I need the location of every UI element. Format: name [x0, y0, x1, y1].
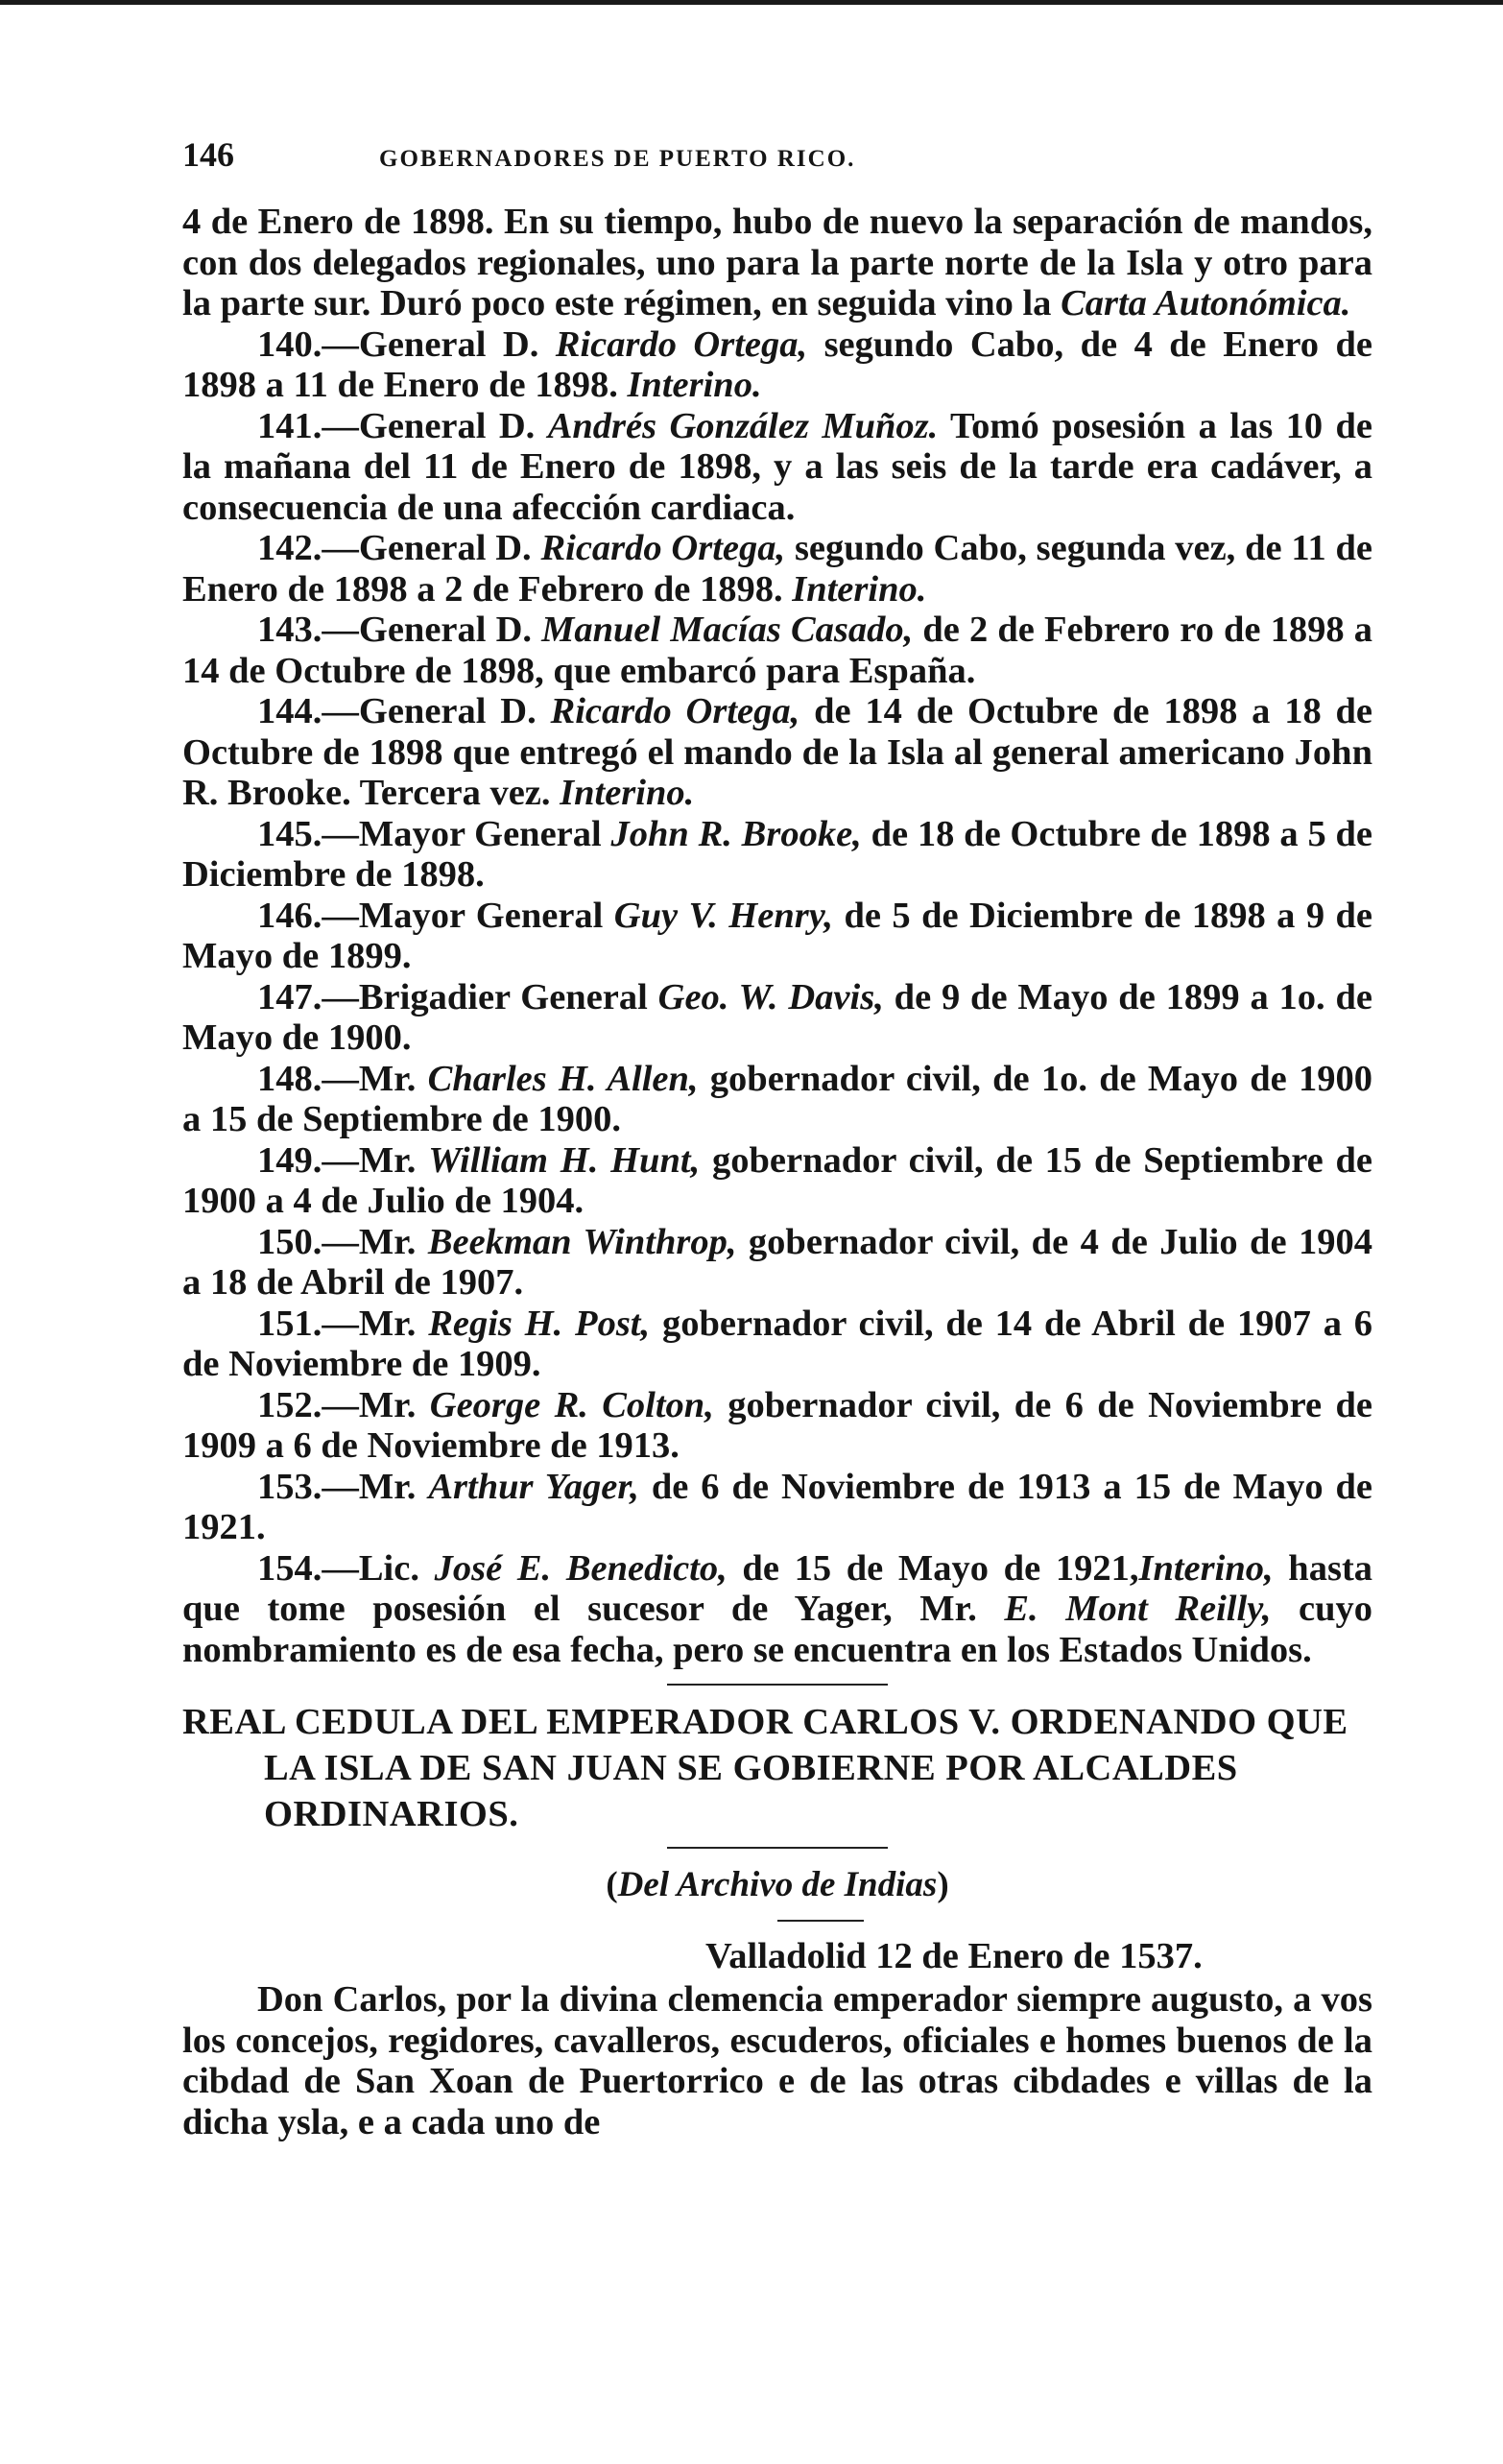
entry-governor-name: Ricardo Ortega, [550, 691, 800, 731]
governor-entry [182, 1304, 1372, 1385]
entry-governor-name: Geo. W. Davis, [657, 976, 884, 1017]
entry-prefix: 143.—General D. [257, 610, 532, 650]
entry-interino: Interino. [560, 773, 695, 813]
entry-governor-name: Manuel Macías Casado, [541, 610, 914, 650]
entry-tail: cuyo nombramiento es de esa fecha, pero se encuentra en los Estados Unidos. [182, 1589, 1373, 1670]
entry-description: de 14 de Octubre de 1898 a 18 de Octubre de 1898 que entregó el mando de la Isla al general americano John R. Brooke. Tercera vez. [182, 691, 1373, 813]
section-heading: REAL CEDULA DEL EMPERADOR CARLOS V. ORDENANDO QUE LA ISLA DE SAN JUAN SE GOBIERNE POR ALCALDES ORDINARIOS. [182, 1702, 1348, 1834]
entry-prefix: 147.—Brigadier General [257, 976, 648, 1017]
entry-dates: de 15 de Mayo de 1921, [742, 1547, 1139, 1589]
entry-governor-name: John R. Brooke, [610, 813, 862, 854]
entry-description: Tomó posesión a las 10 de la mañana del 11 de Enero de 1898, y a las seis de la tarde era cadáver, a consecuencia de una afección cardiaca. [182, 405, 1372, 528]
governor-entry [182, 896, 1372, 977]
entry-prefix: 146.—Mayor General [257, 895, 604, 936]
entry-list [182, 324, 1372, 1548]
entry-prefix: 145.—Mayor General [257, 813, 602, 854]
governor-list [182, 202, 1372, 1670]
entry-prefix: 150.—Mr. [257, 1221, 417, 1262]
entry-prefix: 149.—Mr. [257, 1139, 417, 1181]
decree-opening: Don Carlos, por la divina clemencia emperador siempre augusto, a vos los concejos, regidores, cavalleros, escuderos, oficiales e homes buenos de la cibdad de San Xoan de Puertorrico e de las otras cibdades e villas de la dicha ysla, e a cada uno de [182, 1979, 1372, 2142]
entry-description: gobernador civil, de 14 de Abril de 1907 a 6 de Noviembre de 1909. [182, 1303, 1373, 1384]
entry-prefix: 144.—General D. [257, 691, 537, 731]
entry-description: gobernador civil, de 6 de Noviembre de 1909 a 6 de Noviembre de 1913. [182, 1384, 1372, 1466]
entry-governor-name: Charles H. Allen, [427, 1058, 699, 1099]
governor-entry [182, 1385, 1372, 1467]
entry-interino: Interino. [792, 568, 927, 610]
entry-prefix: 151.—Mr. [257, 1303, 417, 1344]
entry-governor-name: Guy V. Henry, [613, 895, 834, 936]
entry-governor-name: Arthur Yager, [428, 1466, 639, 1507]
entry-description: de 9 de Mayo de 1899 a 1o. de Mayo de 1900. [182, 976, 1372, 1058]
page-number: 146 [182, 135, 234, 174]
entry-154 [182, 1548, 1372, 1671]
entry-prefix: 148.—Mr. [257, 1058, 417, 1099]
entry-governor-name: Regis H. Post, [428, 1303, 651, 1344]
dateline: Valladolid 12 de Enero de 1537. [705, 1936, 1203, 1976]
governor-entry [182, 814, 1372, 896]
governor-entry [182, 1222, 1372, 1304]
entry-description: de 2 de Febrero ro de 1898 a 14 de Octubre de 1898, que embarcó para España. [182, 610, 1372, 691]
entry-description: gobernador civil, de 4 de Julio de 1904 a 18 de Abril de 1907. [182, 1221, 1372, 1303]
governor-entry [182, 324, 1372, 406]
entry-prefix: 152.—Mr. [257, 1384, 417, 1425]
entry-prefix: 140.—General D. [257, 323, 539, 365]
heading-divider [667, 1847, 888, 1849]
entry-description: segundo Cabo, de 4 de Enero de 1898 a 11 de Enero de 1898. [182, 323, 1372, 405]
source-line [182, 1862, 1372, 1908]
entry-prefix: 153.—Mr. [257, 1466, 417, 1507]
source-divider [777, 1920, 864, 1922]
entry-description: de 18 de Octubre de 1898 a 5 de Diciembre de 1898. [182, 813, 1372, 895]
continuation-italic: Carta Autonómica. [1061, 283, 1351, 323]
source-paren-open: ( [606, 1865, 618, 1904]
governor-entry [182, 406, 1372, 529]
page-header [182, 134, 1372, 202]
continuation-paragraph [182, 202, 1372, 324]
source-paren-close: ) [937, 1865, 949, 1904]
entry-interino: Interino. [627, 365, 762, 405]
governor-entry [182, 691, 1372, 814]
governor-entry [182, 1140, 1372, 1222]
entry-governor-name: George R. Colton, [429, 1384, 714, 1425]
governor-entry [182, 977, 1372, 1059]
entry-governor-name: Ricardo Ortega, [540, 528, 786, 568]
running-title: GOBERNADORES DE PUERTO RICO. [379, 146, 856, 172]
entry-prefix: 154.—Lic. [257, 1547, 419, 1589]
entry-governor-name: William H. Hunt, [428, 1139, 701, 1181]
entry-governor-name: Ricardo Ortega, [555, 323, 808, 365]
entry-successor-name: E. Mont Reilly, [1004, 1589, 1272, 1629]
entry-governor-name: Beekman Winthrop, [427, 1221, 737, 1262]
entry-description: de 6 de Noviembre de 1913 a 15 de Mayo de 1921. [182, 1466, 1373, 1547]
entry-prefix: 141.—General D. [257, 405, 536, 446]
entry-description: segundo Cabo, segunda vez, de 11 de Enero de 1898 a 2 de Febrero de 1898. [182, 528, 1373, 610]
entry-description: hasta que tome posesión el sucesor de Yager, Mr. [182, 1547, 1373, 1629]
governor-entry [182, 1467, 1372, 1548]
source-italic: Del Archivo de Indias [617, 1865, 938, 1904]
governor-entry [182, 610, 1372, 691]
section-divider [667, 1684, 888, 1686]
entry-prefix: 142.—General D. [257, 528, 532, 568]
continuation-text: 4 de Enero de 1898. En su tiempo, hubo de nuevo la separación de mandos, con dos delegados regionales, uno para la parte norte de la Isla y otro para la parte sur. Duró poco este régimen, en seguida vino la [182, 202, 1372, 323]
entry-interino: Interino, [1138, 1547, 1274, 1589]
decree-text [182, 1979, 1372, 2142]
entry-governor-name: Andrés González Muñoz. [547, 405, 939, 446]
governor-entry [182, 1059, 1372, 1140]
entry-description: de 5 de Diciembre de 1898 a 9 de Mayo de 1899. [182, 895, 1373, 976]
entry-description: gobernador civil, de 15 de Septiembre de 1900 a 4 de Julio de 1904. [182, 1139, 1373, 1221]
book-page [182, 134, 1372, 2142]
entry-governor-name: José E. Benedicto, [434, 1547, 728, 1589]
governor-entry [182, 528, 1372, 610]
entry-description: gobernador civil, de 1o. de Mayo de 1900 a 15 de Septiembre de 1900. [182, 1058, 1372, 1139]
top-border-rule [0, 0, 1503, 5]
